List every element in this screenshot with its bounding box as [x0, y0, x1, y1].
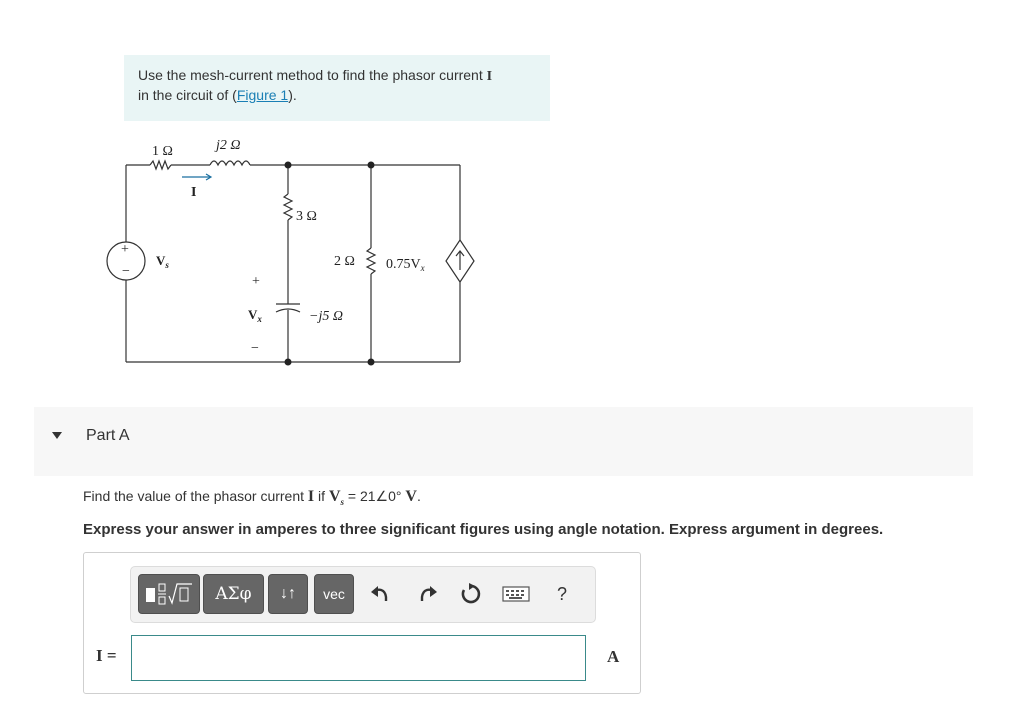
- redo-icon[interactable]: [414, 580, 442, 608]
- question-vs: $V_s$: [328, 488, 345, 508]
- collapse-caret-icon[interactable]: [52, 432, 62, 439]
- question-mid: if: [314, 488, 329, 504]
- label-dep-source: $0.75V_x$: [386, 257, 425, 273]
- answer-label: I =: [96, 646, 117, 665]
- reset-icon[interactable]: [457, 580, 485, 608]
- help-button[interactable]: ?: [556, 583, 567, 604]
- vx-minus: −: [251, 341, 259, 356]
- problem-intro: [124, 55, 550, 121]
- label-r2: 2 Ω: [334, 254, 355, 269]
- templates-icon: [142, 579, 196, 609]
- part-a-header[interactable]: [34, 407, 973, 476]
- question-unit: V: [405, 488, 417, 505]
- answer-input[interactable]: [131, 635, 586, 681]
- source-plus: +: [121, 242, 129, 257]
- subscript-superscript-button[interactable]: ↓↑: [268, 574, 308, 614]
- label-current: I: [191, 185, 197, 200]
- intro-text: Use the mesh-current method to find the phasor current: [138, 67, 487, 83]
- intro-text-end: ).: [288, 87, 297, 103]
- intro-text-line2: in the circuit of (: [138, 87, 237, 103]
- label-vx: $V_x$: [248, 307, 262, 324]
- intro-current-symbol: I: [486, 69, 493, 84]
- keyboard-icon[interactable]: [501, 580, 531, 608]
- label-r1: 1 Ω: [152, 144, 173, 159]
- source-minus: −: [122, 264, 130, 279]
- greek-symbols-button[interactable]: ΑΣφ: [203, 574, 264, 614]
- templates-button[interactable]: [138, 574, 200, 614]
- part-a-title: Part A: [86, 427, 130, 444]
- label-capacitor: −j5 Ω: [309, 309, 343, 324]
- question-end: .: [416, 488, 421, 504]
- vector-button[interactable]: vec: [314, 574, 354, 614]
- instruction-text: Express your answer in amperes to three significant figures using angle notation. Express argument in degrees.: [83, 521, 884, 538]
- label-r3: 3 Ω: [296, 209, 317, 224]
- question-value: = 21∠0°: [344, 488, 406, 504]
- circuit-diagram: [90, 128, 490, 378]
- figure-link[interactable]: Figure 1: [236, 87, 289, 103]
- label-inductor: j2 Ω: [216, 138, 241, 153]
- label-vs: $V_s$: [156, 253, 169, 270]
- undo-icon[interactable]: [366, 580, 394, 608]
- vx-plus: +: [252, 274, 260, 289]
- question-text: [83, 488, 421, 507]
- question-current-symbol: I: [307, 488, 315, 505]
- answer-unit: A: [607, 647, 620, 666]
- question-prefix: Find the value of the phasor current: [83, 488, 308, 504]
